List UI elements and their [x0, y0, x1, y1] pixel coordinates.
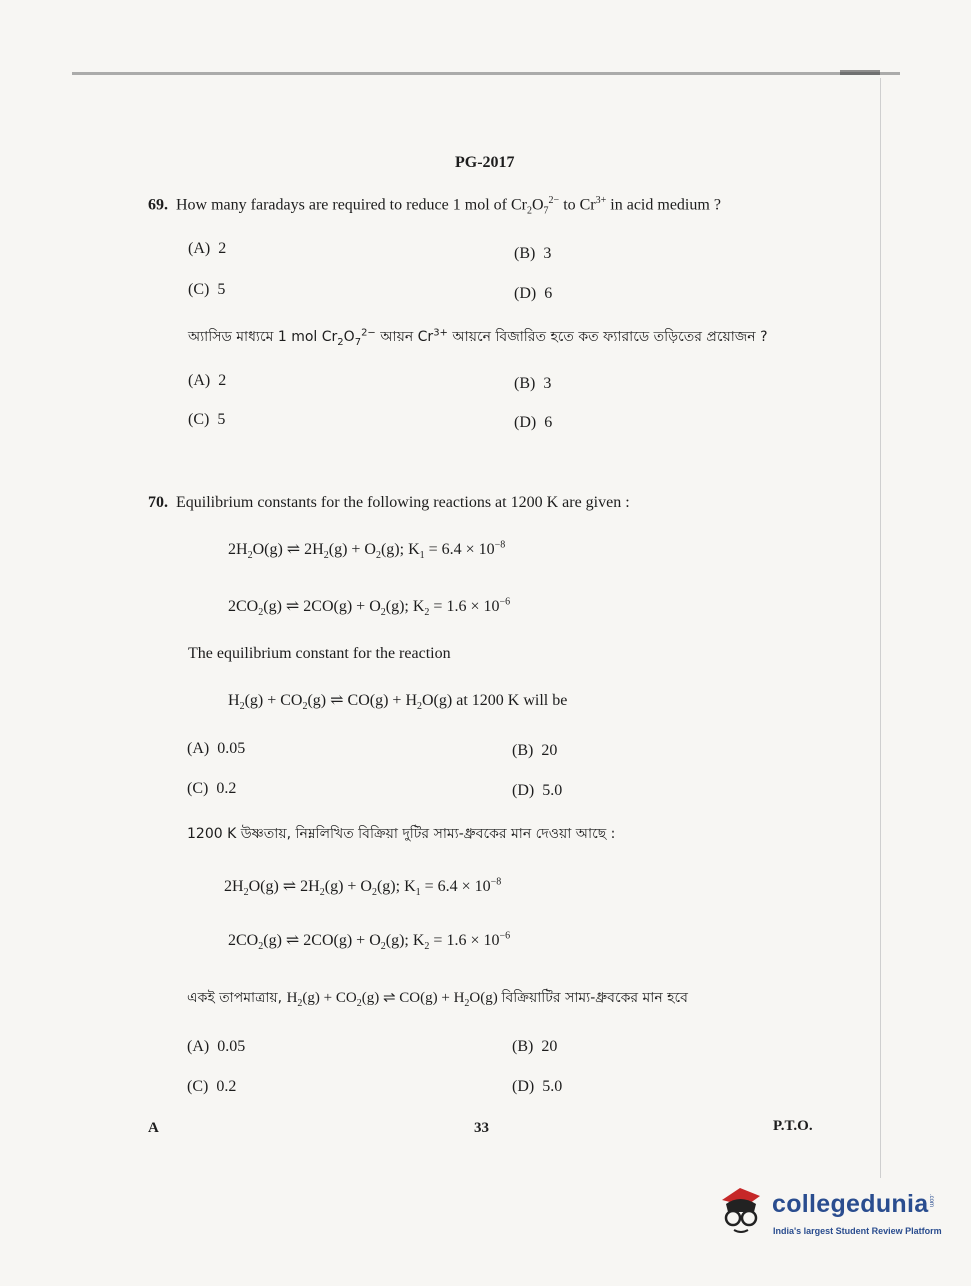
equation-1-bengali: $2H_2O(g)$ ⇌ $2H_2(g) + O_2(g)$; $K_1 = 6.4 \times 10^{-8}$ [224, 876, 502, 899]
logo-suffix: .com [928, 1194, 934, 1208]
q70-option-d: (D) 5.0 [512, 782, 563, 799]
q69-option-a: (A) 2 [188, 240, 227, 257]
equation-1: $2H_2O(g)$ ⇌ $2H_2(g) + O_2(g)$; $K_1 = 6.4 \times 10^{-8}$ [228, 539, 506, 562]
question-69-text: 69. How many faradays are required to reduce 1 mol of $Cr_2O_7^{2-}$ to $Cr^{3+}$ in acid medium ? [148, 195, 721, 217]
equation-2: $2CO_2(g)$ ⇌ $2CO(g) + O_2(g)$; $K_2 = 1.6 \times 10^{-6}$ [228, 596, 511, 619]
q69-bn-option-b: (B) 3 [514, 375, 552, 392]
collegedunia-logo [716, 1180, 946, 1250]
top-rule-mark [840, 70, 880, 75]
q69-option-b: (B) 3 [514, 245, 552, 262]
q70-bn-option-c: (C) 0.2 [187, 1078, 237, 1095]
question-number: 69. [148, 196, 168, 214]
q69-bn-option-a: (A) 2 [188, 372, 227, 389]
please-turn-over: P.T.O. [773, 1118, 813, 1134]
equation-3: $H_2(g) + CO_2(g)$ ⇌ $CO(g) + H_2O(g)$ at 1200 K will be [228, 692, 568, 713]
question-70-text: 70. Equilibrium constants for the following reactions at 1200 K are given : [148, 494, 630, 511]
page-number: 33 [474, 1120, 489, 1136]
equation-2-bengali: $2CO_2(g)$ ⇌ $2CO(g) + O_2(g)$; $K_2 = 1.6 \times 10^{-6}$ [228, 930, 511, 953]
logo-wordmark: collegedunia [772, 1190, 929, 1218]
q69-bn-option-d: (D) 6 [514, 414, 553, 431]
q69-option-d: (D) 6 [514, 285, 553, 302]
q70-option-b: (B) 20 [512, 742, 558, 759]
question-70-text-bengali: 1200 K উষ্ণতায়, নিম্নলিখিত বিক্রিয়া দুটির সাম্য-ধ্রুবকের মান দেওয়া আছে : [187, 826, 616, 842]
question-number: 70. [148, 494, 168, 511]
q70-bn-option-a: (A) 0.05 [187, 1038, 246, 1055]
booklet-set: A [148, 1120, 159, 1136]
question-70-prompt-bengali: একই তাপমাত্রায়, $H_2(g) + CO_2(g)$ ⇌ $CO(g) + H_2O(g)$ বিক্রিয়াটির সাম্য-ধ্রুবকের মান হবে [187, 990, 688, 1009]
reaction-prompt: The equilibrium constant for the reaction [188, 645, 451, 662]
top-rule [72, 72, 900, 75]
q70-option-a: (A) 0.05 [187, 740, 246, 757]
q70-bn-option-d: (D) 5.0 [512, 1078, 563, 1095]
q69-bn-option-c: (C) 5 [188, 411, 226, 428]
logo-tagline: India's largest Student Review Platform [773, 1226, 942, 1236]
question-69-text-bengali: অ্যাসিড মাধ্যমে 1 mol $Cr_2O_7^{2-}$ আয়ন $Cr^{3+}$ আয়নে বিজারিত হতে কত ফ্যারাডে তড়িতের প্রয়োজন ? [188, 327, 768, 348]
mascot-icon [716, 1186, 766, 1236]
q70-bn-option-b: (B) 20 [512, 1038, 558, 1055]
right-margin-line [880, 78, 881, 1178]
q69-option-c: (C) 5 [188, 281, 226, 298]
q70-option-c: (C) 0.2 [187, 780, 237, 797]
page-header: PG-2017 [455, 154, 515, 171]
